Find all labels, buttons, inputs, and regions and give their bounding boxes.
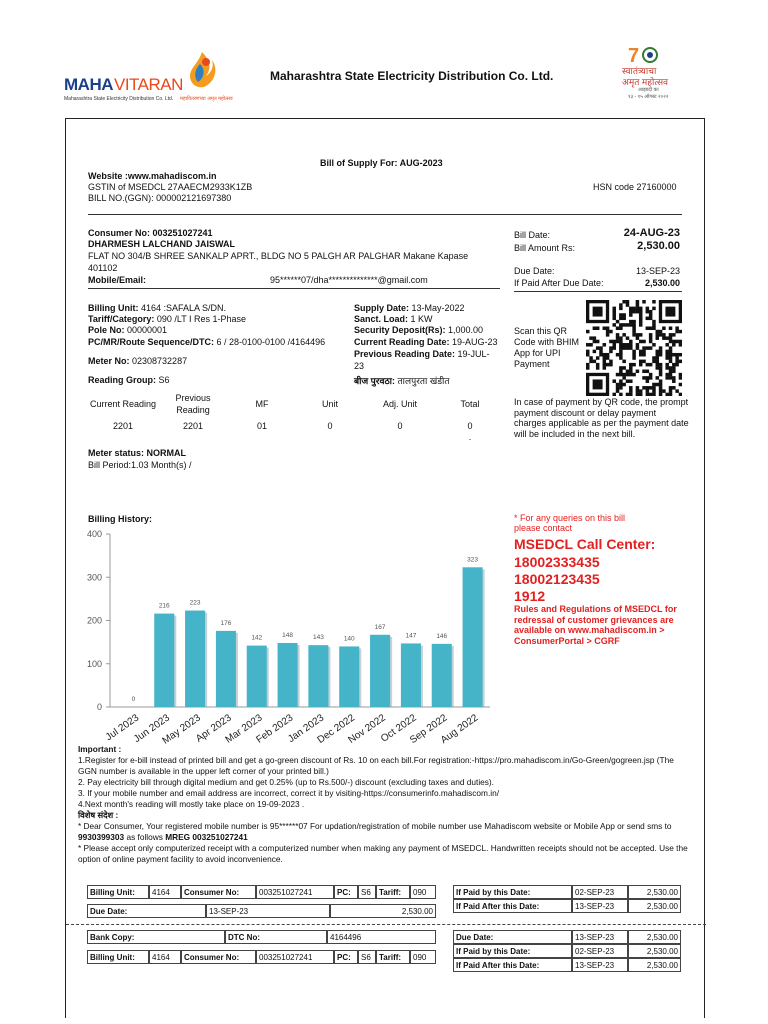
- slip2-dtc-label: DTC No:: [225, 930, 327, 944]
- slip2-billing-unit-label: Billing Unit:: [87, 950, 149, 964]
- website: Website :www.mahadiscom.in: [88, 171, 217, 181]
- col-previous-reading: Previous Reading: [175, 393, 211, 415]
- bar-value-label: 176: [220, 619, 232, 627]
- slip2-paid-by-date: 02-SEP-23: [572, 944, 628, 958]
- important-line-3: 3. If your mobile number and email address are incorrect, correct it by visiting-https://consumerinfo.mahadiscom.in/: [78, 788, 500, 798]
- consumer-pin: 401102: [88, 263, 118, 273]
- important-line-2: 2. Pay electricity bill through digital medium and get 0.25% (up to Rs.500/-) discount (excluding taxes and duties).: [78, 777, 494, 787]
- bar: [401, 643, 421, 707]
- bar: [247, 646, 267, 707]
- amrit-75-icon: [628, 44, 668, 66]
- mobile-value: 95******07/dha**************@gmail.com: [270, 275, 428, 285]
- logo-maha: MAHA: [64, 75, 113, 94]
- query-text: * For any queries on this bill please contact: [514, 513, 626, 533]
- slip2-tariff-label: Tariff:: [376, 950, 410, 964]
- deposit-row: Security Deposit(Rs): 1,000.00: [354, 325, 484, 335]
- slip2-due: 13-SEP-23: [572, 930, 628, 944]
- bar: [185, 611, 205, 707]
- x-tick-label: Oct 2022: [379, 712, 419, 745]
- important-title: Important :: [78, 744, 122, 754]
- slip1-billing-unit-label: Billing Unit:: [87, 885, 149, 899]
- val-previous-reading: 2201: [182, 421, 204, 431]
- bar: [278, 643, 298, 707]
- slip2-bank-label: Bank Copy:: [87, 930, 225, 944]
- cut-line: [66, 924, 706, 925]
- prev-read-row: Previous Reading Date: 19-JUL-: [354, 349, 490, 359]
- col-total: Total: [460, 399, 480, 409]
- due-date-label: Due Date:: [514, 266, 555, 276]
- mahavitaran-logo: [62, 60, 232, 110]
- meter-row: Meter No: 02308732287: [88, 356, 188, 366]
- billing-unit-row: Billing Unit: 4164 :SAFALA S/DN.: [88, 303, 227, 313]
- amrit-text-1: स्वातंत्र्याचा: [622, 66, 657, 76]
- y-tick-label: 400: [86, 529, 102, 539]
- billing-history-chart: [70, 522, 490, 752]
- rules-text: Rules and Regulations of MSEDCL for redressal of customer grievances are available on www.mahadiscom.in > ConsumerPortal > CGRF: [514, 604, 677, 646]
- slip1-paid-after-label: If Paid After this Date:: [453, 899, 572, 913]
- important-section: [78, 744, 690, 865]
- col-current-reading: Current Reading: [89, 399, 157, 409]
- y-tick-label: 300: [86, 572, 102, 583]
- call-center-title: MSEDCL Call Center:: [514, 536, 656, 552]
- x-tick-label: May 2023: [160, 712, 203, 747]
- slip2-consumer: 003251027241: [256, 950, 334, 964]
- x-tick-label: Jun 2023: [131, 712, 172, 746]
- bar-value-label: 146: [436, 632, 448, 640]
- phone-2[interactable]: 18002123435: [514, 571, 600, 587]
- slip2-paid-after-amount: 2,530.00: [628, 958, 681, 972]
- slip2-tariff: 090: [410, 950, 436, 964]
- chart-title: Billing History:: [88, 514, 153, 524]
- important-line-4: 4.Next month's reading will mostly take place on 19-09-2023 .: [78, 799, 305, 809]
- logo-tagline: महावितरणच्या अमृत महोत्सव: [180, 96, 233, 102]
- bill-no: BILL NO.(GGN): 000002121697380: [88, 193, 232, 203]
- val-current-reading: 2201: [112, 421, 134, 431]
- gstin: GSTIN of MSEDCL 27AAECM2933K1ZB: [88, 182, 253, 192]
- qr-note: In case of payment by QR code, the prompt payment discount or delay payment charges applicable as per the payment date will be included in the next bill.: [514, 397, 689, 439]
- bar-value-label: 148: [282, 631, 294, 639]
- bar: [370, 635, 390, 707]
- x-tick-label: Sep 2022: [408, 712, 450, 747]
- bar: [216, 631, 236, 707]
- x-tick-label: Mar 2023: [223, 712, 265, 746]
- consumer-name: DHARMESH LALCHAND JAISWAL: [88, 239, 235, 249]
- bar-value-label: 0: [131, 696, 136, 703]
- logo-flame-icon: [182, 50, 222, 92]
- bar-value-label: 223: [189, 599, 201, 607]
- bar-value-label: 167: [374, 623, 386, 631]
- slip1-due-label: Due Date:: [87, 904, 206, 918]
- bar: [463, 567, 483, 707]
- special-title: विशेष संदेश :: [78, 810, 119, 820]
- val-total: 0: [467, 421, 473, 431]
- slip1-pc: S6: [358, 885, 376, 899]
- slip1-paid-by-date: 02-SEP-23: [572, 885, 628, 899]
- bar: [339, 646, 359, 707]
- bill-amount-label: Bill Amount Rs:: [514, 243, 576, 253]
- x-tick-label: Jan 2023: [286, 712, 327, 746]
- y-tick-label: 200: [86, 615, 102, 626]
- val-unit: 0: [327, 421, 333, 431]
- phone-3[interactable]: 1912: [514, 588, 546, 604]
- after-due-amount: 2,530.00: [644, 278, 680, 288]
- amrit-text-4: १३ - १५ ऑगस्ट २०२२: [628, 94, 669, 100]
- total-dot: .: [468, 432, 472, 442]
- amrit-text-2: अमृत महोत्सव: [622, 77, 669, 87]
- bill-title: Bill of Supply For: AUG-2023: [320, 158, 443, 168]
- slip2-paid-after-date: 13-SEP-23: [572, 958, 628, 972]
- load-row: Sanct. Load: 1 KW: [354, 314, 433, 324]
- logo-vitaran: VITARAN: [114, 75, 183, 94]
- bar-value-label: 323: [467, 556, 479, 564]
- bill-date: 24-AUG-23: [623, 227, 680, 239]
- x-tick-label: Aug 2022: [438, 712, 481, 747]
- bill-amount: 2,530.00: [637, 240, 680, 252]
- special-msg-2: * Please accept only computerized receipt with a computerized number when making any payment of MSEDCL. Handwritten receipts should not be accepted. Use the option of online payment facility to avoid inconvenience.: [78, 843, 688, 864]
- amrit-text-3: आझादी का: [638, 87, 659, 93]
- group-row: Reading Group: S6: [88, 375, 170, 385]
- col-mf: MF: [255, 399, 269, 409]
- bar-value-label: 140: [343, 635, 355, 643]
- tariff-row: Tariff/Category: 090 /LT I Res 1-Phase: [88, 314, 247, 324]
- slip2-paid-by-label: If Paid by this Date:: [453, 944, 572, 958]
- hsn-code: HSN code 27160000: [593, 182, 677, 192]
- slip1-paid-after-date: 13-SEP-23: [572, 899, 628, 913]
- slip2-dtc: 4164496: [327, 930, 436, 944]
- divider-top: [88, 214, 682, 215]
- slip1-billing-unit: 4164: [149, 885, 181, 899]
- bar: [432, 644, 452, 707]
- bar: [154, 614, 174, 707]
- bar-value-label: 147: [405, 632, 417, 640]
- qr-code-icon[interactable]: [586, 300, 682, 396]
- important-line-1: 1.Register for e-bill instead of printed bill and get a go-green discount of Rs. 10 on each bill.For registration:-https://pro.mahadiscom.in/Go-Green/gogreen.jsp (The GGN number is available in the upper left corner of your printed bill.): [78, 755, 674, 776]
- slip1-amount: 2,530.00: [330, 904, 436, 918]
- slip1-paid-by-label: If Paid by this Date:: [453, 885, 572, 899]
- company-name: Maharashtra State Electricity Distribution Co. Ltd.: [270, 69, 554, 83]
- mobile-label: Mobile/Email:: [88, 275, 147, 285]
- pole-row: Pole No: 00000001: [88, 325, 168, 335]
- bill-period: Bill Period:1.03 Month(s) /: [88, 460, 192, 470]
- x-tick-label: Feb 2023: [254, 712, 296, 746]
- slip2-consumer-label: Consumer No:: [181, 950, 256, 964]
- bar-value-label: 216: [158, 602, 170, 610]
- amrit-mahotsav-logo: [614, 44, 694, 100]
- x-tick-label: Apr 2023: [194, 712, 234, 745]
- divider-summary: [514, 291, 682, 292]
- supply-row: Supply Date: 13-May-2022: [354, 303, 465, 313]
- val-mf: 01: [256, 421, 267, 431]
- prev-read-year: 23: [354, 361, 365, 371]
- feeder-row: बीज पुरवठा: तालपुरता खंडीत: [354, 376, 450, 386]
- slip2-due-label: Due Date:: [453, 930, 572, 944]
- slip2-pc: S6: [358, 950, 376, 964]
- x-tick-label: Jul 2023: [103, 712, 142, 744]
- divider-consumer: [88, 288, 500, 289]
- slip2-paid-after-label: If Paid After this Date:: [453, 958, 572, 972]
- x-tick-label: Nov 2022: [346, 712, 388, 747]
- col-unit: Unit: [321, 399, 338, 409]
- slip2-pc-label: PC:: [334, 950, 358, 964]
- pc-row: PC/MR/Route Sequence/DTC: 6 / 28-0100-0100 /4164496: [88, 337, 326, 347]
- consumer-address: FLAT NO 304/B SHREE SANKALP APRT., BLDG NO 5 PALGH AR PALGHAR Makane Kapase: [88, 251, 469, 261]
- slip1-paid-after-amount: 2,530.00: [628, 899, 681, 913]
- slip1-consumer: 003251027241: [256, 885, 334, 899]
- col-adj-unit: Adj. Unit: [382, 399, 417, 409]
- bar: [308, 645, 328, 707]
- meter-status: Meter status: NORMAL: [88, 448, 187, 458]
- due-date: 13-SEP-23: [635, 266, 680, 276]
- slip1-tariff: 090: [410, 885, 436, 899]
- bar-value-label: 143: [312, 634, 324, 642]
- special-msg-1: * Dear Consumer, Your registered mobile number is 95******07 For updation/registration of mobile number use Mahadiscom website or Mobile App or send sms to 9930399303 as follows MREG 003251027241: [78, 821, 672, 842]
- phone-1[interactable]: 18002333435: [514, 554, 600, 570]
- cur-read-row: Current Reading Date: 19-AUG-23: [354, 337, 498, 347]
- qr-scan-text: Scan this QR Code with BHIM App for UPI Payment: [514, 326, 580, 369]
- y-tick-label: 0: [96, 702, 102, 712]
- consumer-no: Consumer No: 003251027241: [88, 228, 213, 238]
- logo-subtitle: Maharashtra State Electricity Distribution Co. Ltd.: [64, 96, 174, 102]
- y-tick-label: 100: [86, 658, 102, 669]
- slip1-tariff-label: Tariff:: [376, 885, 410, 899]
- x-tick-label: Dec 2022: [315, 712, 357, 747]
- slip1-pc-label: PC:: [334, 885, 358, 899]
- slip1-consumer-label: Consumer No:: [181, 885, 256, 899]
- slip1-paid-by-amount: 2,530.00: [628, 885, 681, 899]
- val-adj-unit: 0: [397, 421, 403, 431]
- svg-text:7: 7: [628, 45, 640, 66]
- bar-value-label: 142: [251, 634, 263, 642]
- slip1-due: 13-SEP-23: [206, 904, 330, 918]
- slip2-due-amount: 2,530.00: [628, 930, 681, 944]
- bill-date-label: Bill Date:: [514, 230, 551, 240]
- slip2-billing-unit: 4164: [149, 950, 181, 964]
- slip2-paid-by-amount: 2,530.00: [628, 944, 681, 958]
- after-due-label: If Paid After Due Date:: [514, 278, 604, 288]
